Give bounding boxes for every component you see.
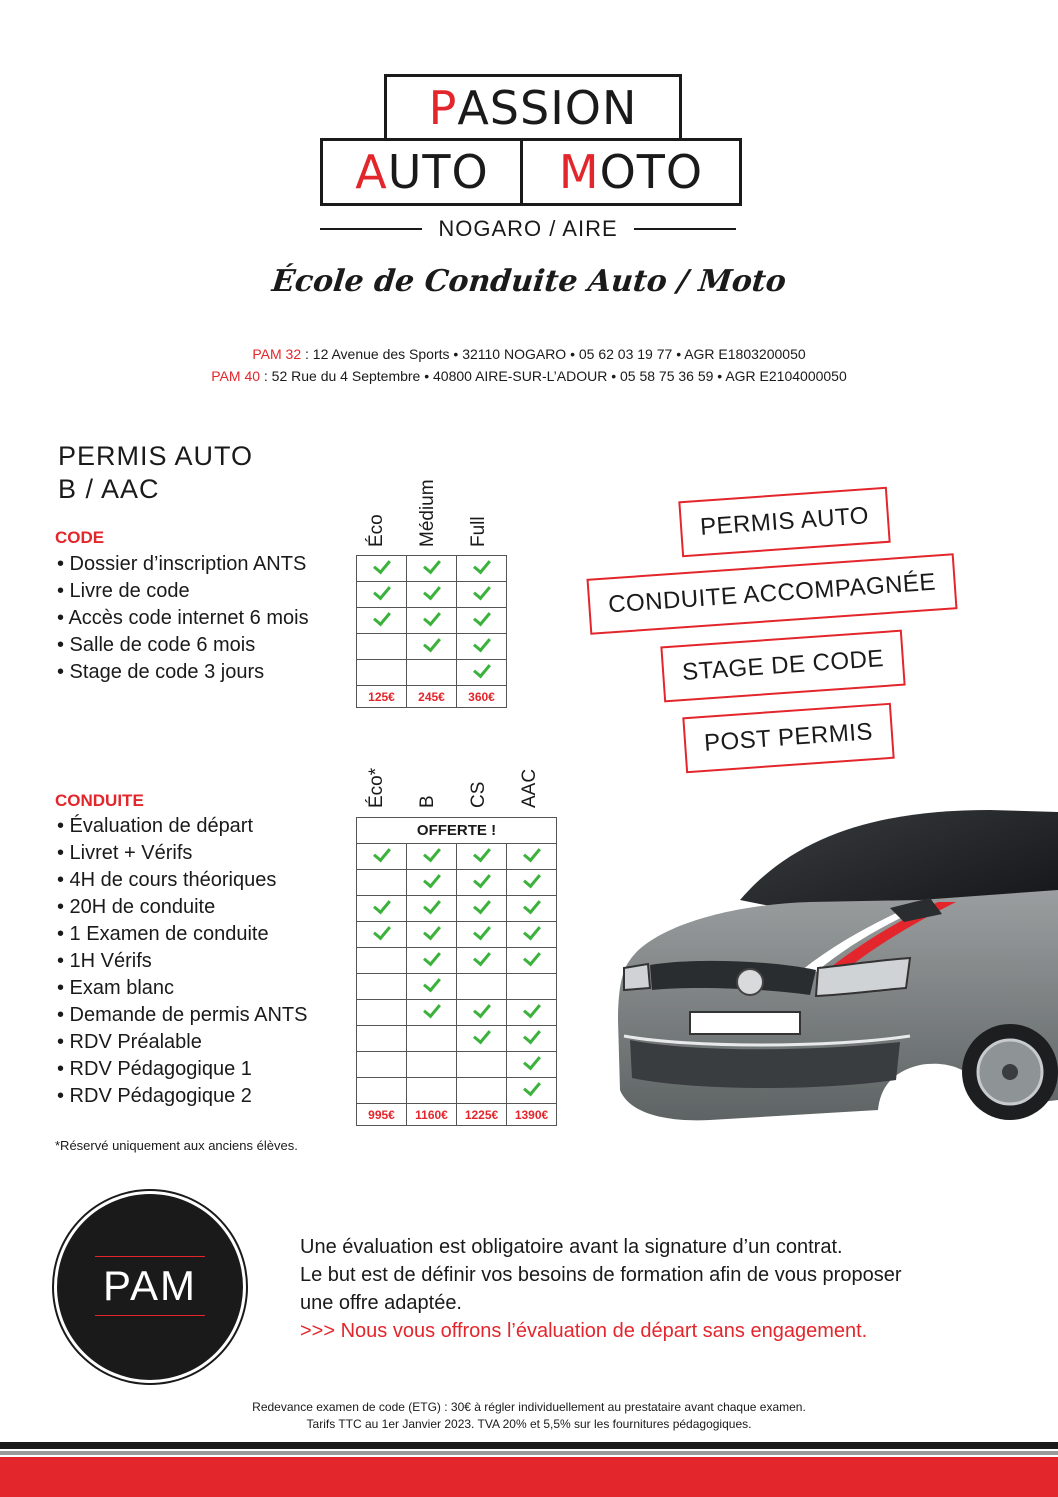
list-item: • Évaluation de départ (57, 815, 254, 837)
conduite-item-list (57, 813, 307, 1110)
check-icon (523, 1025, 541, 1044)
logo-letter-p: P (428, 81, 458, 135)
section-title (58, 440, 253, 506)
conduite-column-header: CS (468, 781, 489, 808)
table-row (357, 922, 557, 948)
list-item: • 4H de cours théoriques (57, 869, 277, 891)
check-icon (473, 607, 491, 626)
check-cell (407, 922, 457, 948)
check-icon (423, 607, 441, 626)
list-item: • RDV Pédagogique 2 (57, 1085, 252, 1107)
check-cell (457, 634, 507, 660)
school-subtitle: École de Conduite Auto / Moto (270, 264, 788, 299)
section-title-line2: B / AAC (58, 474, 160, 504)
logo-word-moto: OTO (599, 145, 704, 199)
check-icon (423, 633, 441, 652)
empty-cell (407, 1026, 457, 1052)
code-column-header: Médium (417, 479, 438, 547)
empty-cell (357, 948, 407, 974)
check-icon (473, 555, 491, 574)
list-item: • RDV Préalable (57, 1031, 202, 1053)
table-row (357, 582, 507, 608)
check-icon (473, 659, 491, 678)
table-row (357, 948, 557, 974)
address-nogaro (0, 346, 1058, 362)
check-icon (423, 947, 441, 966)
check-cell (457, 660, 507, 686)
empty-cell (457, 1052, 507, 1078)
cities-text: NOGARO / AIRE (438, 216, 618, 241)
table-row (357, 974, 557, 1000)
logo-letter-m: M (558, 145, 600, 199)
table-row (357, 608, 507, 634)
list-item: • 20H de conduite (57, 896, 216, 918)
empty-cell (357, 1078, 407, 1104)
empty-cell (357, 1026, 407, 1052)
evaluation-line-1: Une évaluation est obligatoire avant la signature d’un contrat. (300, 1236, 843, 1258)
address-label-pam32: PAM 32 (252, 346, 302, 362)
code-title: CODE (55, 528, 105, 547)
badge-permis-auto: PERMIS AUTO (678, 487, 890, 557)
address-text-pam32: : 12 Avenue des Sports • 32110 NOGARO • 05 62 03 19 77 • AGR E1803200050 (301, 346, 806, 362)
check-cell (507, 1078, 557, 1104)
footer-black-band (0, 1442, 1058, 1449)
check-cell (407, 608, 457, 634)
check-cell (507, 1000, 557, 1026)
divider-right (634, 228, 736, 230)
price-cell: 1225€ (457, 1104, 507, 1126)
conduite-column-header: B (417, 795, 438, 808)
check-cell (357, 922, 407, 948)
check-icon (473, 921, 491, 940)
check-icon (523, 843, 541, 862)
logo-passion-box (384, 74, 682, 142)
check-cell (357, 844, 407, 870)
car-license-plate (690, 1012, 800, 1034)
check-cell (457, 948, 507, 974)
logo-moto-box (520, 138, 742, 206)
table-row (357, 1052, 557, 1078)
check-icon (423, 843, 441, 862)
car-vw-emblem (737, 969, 763, 995)
check-icon (473, 581, 491, 600)
check-icon (423, 895, 441, 914)
check-icon (523, 869, 541, 888)
check-icon (523, 1077, 541, 1096)
list-item: • 1 Examen de conduite (57, 923, 269, 945)
conduite-table (356, 817, 557, 1126)
conduite-title: CONDUITE (55, 791, 144, 810)
check-cell (507, 922, 557, 948)
footer-line-1: Redevance examen de code (ETG) : 30€ à régler individuellement au prestataire avant chaque examen. (252, 1400, 806, 1414)
empty-cell (357, 974, 407, 1000)
price-cell: 360€ (457, 686, 507, 708)
check-cell (457, 844, 507, 870)
check-cell (457, 1000, 507, 1026)
logo-cities (320, 216, 736, 242)
divider-left (320, 228, 422, 230)
list-item: • Salle de code 6 mois (57, 634, 256, 656)
check-cell (457, 922, 507, 948)
table-row (357, 844, 557, 870)
logo-word-passion: ASSION (457, 81, 638, 135)
check-cell (407, 948, 457, 974)
check-icon (373, 555, 391, 574)
evaluation-line-3: une offre adaptée. (300, 1292, 462, 1314)
conduite-column-header: Éco* (366, 767, 387, 808)
pam-logo (57, 1194, 243, 1380)
check-cell (457, 896, 507, 922)
badge-stage-de-code: STAGE DE CODE (660, 630, 905, 703)
table-row (357, 1026, 557, 1052)
check-cell (507, 844, 557, 870)
check-icon (423, 581, 441, 600)
table-row (357, 634, 507, 660)
check-cell (407, 974, 457, 1000)
check-icon (473, 947, 491, 966)
check-icon (423, 869, 441, 888)
table-row (357, 1000, 557, 1026)
footer-gray-band (0, 1451, 1058, 1455)
list-item: • Livret + Vérifs (57, 842, 193, 864)
check-icon (423, 555, 441, 574)
price-cell: 125€ (357, 686, 407, 708)
pam-logo-line-top (95, 1256, 205, 1257)
code-column-header: Full (468, 516, 489, 547)
price-row (357, 1104, 557, 1126)
check-cell (407, 634, 457, 660)
empty-cell (407, 660, 457, 686)
empty-cell (357, 634, 407, 660)
check-cell (407, 1000, 457, 1026)
address-text-pam40: : 52 Rue du 4 Septembre • 40800 AIRE-SUR-L’ADOUR • 05 58 75 36 59 • AGR E2104000050 (260, 368, 847, 384)
badge-post-permis: POST PERMIS (682, 703, 894, 773)
check-icon (373, 843, 391, 862)
check-icon (523, 895, 541, 914)
logo-word-auto: UTO (387, 145, 489, 199)
offer-cell: OFFERTE ! (357, 818, 557, 844)
empty-cell (357, 660, 407, 686)
check-icon (523, 999, 541, 1018)
check-cell (457, 1026, 507, 1052)
list-item: • Accès code internet 6 mois (57, 607, 309, 629)
check-icon (373, 921, 391, 940)
badge-conduite-accompagnee: CONDUITE ACCOMPAGNÉE (586, 553, 957, 635)
evaluation-line-2: Le but est de définir vos besoins de formation afin de vous proposer (300, 1264, 902, 1286)
empty-cell (457, 1078, 507, 1104)
check-icon (473, 633, 491, 652)
code-column-header: Éco (366, 514, 387, 547)
empty-cell (407, 1078, 457, 1104)
check-icon (523, 1051, 541, 1070)
car-headlight-left (624, 964, 650, 990)
check-cell (507, 870, 557, 896)
check-icon (473, 895, 491, 914)
table-row (357, 870, 557, 896)
footer-red-band (0, 1457, 1058, 1497)
check-icon (423, 973, 441, 992)
check-cell (507, 948, 557, 974)
check-icon (373, 895, 391, 914)
empty-cell (357, 870, 407, 896)
footnote: *Réservé uniquement aux anciens élèves. (55, 1138, 298, 1153)
check-cell (357, 582, 407, 608)
empty-cell (357, 1000, 407, 1026)
car-hub (1002, 1064, 1018, 1080)
check-cell (507, 1052, 557, 1078)
check-cell (507, 896, 557, 922)
table-row (357, 1078, 557, 1104)
table-row (357, 818, 557, 844)
code-item-list (57, 551, 309, 686)
list-item: • Livre de code (57, 580, 190, 602)
car-illustration (590, 790, 1058, 1130)
check-icon (423, 921, 441, 940)
list-item: • 1H Vérifs (57, 950, 152, 972)
empty-cell (457, 974, 507, 1000)
address-aire (0, 368, 1058, 384)
price-cell: 995€ (357, 1104, 407, 1126)
address-label-pam40: PAM 40 (211, 368, 261, 384)
check-icon (373, 581, 391, 600)
check-cell (407, 556, 457, 582)
check-cell (407, 870, 457, 896)
table-row (357, 660, 507, 686)
price-cell: 245€ (407, 686, 457, 708)
check-icon (473, 1025, 491, 1044)
evaluation-offer: >>> Nous vous offrons l’évaluation de départ sans engagement. (300, 1320, 868, 1342)
price-cell: 1160€ (407, 1104, 457, 1126)
check-cell (407, 844, 457, 870)
check-icon (423, 999, 441, 1018)
check-icon (473, 869, 491, 888)
check-cell (407, 582, 457, 608)
pam-logo-line-bottom (95, 1315, 205, 1316)
table-row (357, 896, 557, 922)
check-cell (357, 556, 407, 582)
list-item: • Stage de code 3 jours (57, 661, 265, 683)
logo-auto-box (320, 138, 524, 206)
check-cell (457, 556, 507, 582)
empty-cell (507, 974, 557, 1000)
pam-logo-text: PAM (103, 1262, 197, 1309)
check-icon (473, 999, 491, 1018)
list-item: • Demande de permis ANTS (57, 1004, 308, 1026)
check-icon (373, 607, 391, 626)
check-cell (357, 608, 407, 634)
section-title-line1: PERMIS AUTO (58, 441, 254, 471)
list-item: • Dossier d’inscription ANTS (57, 553, 307, 575)
price-cell: 1390€ (507, 1104, 557, 1126)
logo-letter-a: A (355, 145, 388, 199)
list-item: • RDV Pédagogique 1 (57, 1058, 252, 1080)
table-row (357, 556, 507, 582)
list-item: • Exam blanc (57, 977, 175, 999)
check-cell (457, 608, 507, 634)
check-cell (457, 870, 507, 896)
empty-cell (357, 1052, 407, 1078)
check-icon (473, 843, 491, 862)
check-icon (523, 921, 541, 940)
empty-cell (407, 1052, 457, 1078)
check-cell (507, 1026, 557, 1052)
footer-line-2: Tarifs TTC au 1er Janvier 2023. TVA 20% et 5,5% sur les fournitures pédagogiques. (306, 1417, 752, 1431)
code-table (356, 555, 507, 708)
conduite-column-header: AAC (519, 768, 540, 808)
check-cell (357, 896, 407, 922)
check-cell (407, 896, 457, 922)
check-icon (523, 947, 541, 966)
check-cell (457, 582, 507, 608)
evaluation-text (300, 1233, 901, 1345)
